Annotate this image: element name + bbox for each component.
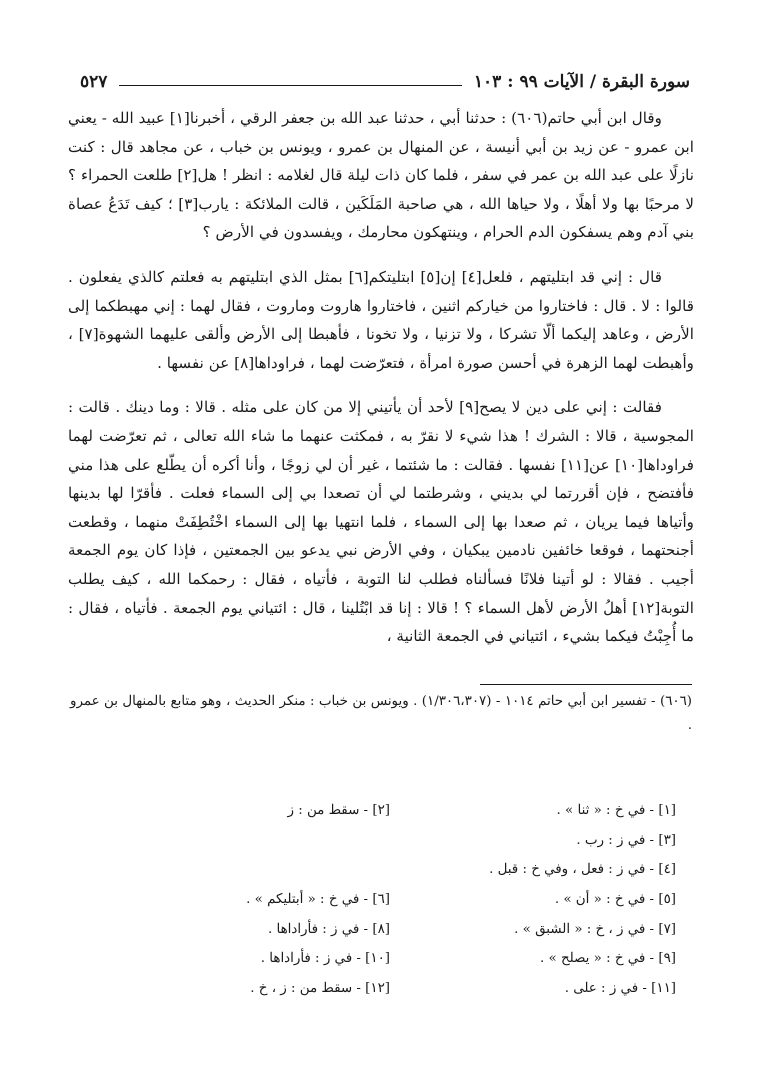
variant-note: [١٢] - سقط من : ز ، خ . xyxy=(250,981,390,997)
variants-right-column xyxy=(356,796,676,1004)
page-number: ٥٢٧ xyxy=(80,72,108,92)
variant-note: [٧] - في ز ، خ : « الشبق » . xyxy=(514,921,676,937)
variant-note: [١٠] - في ز : فأراداها . xyxy=(260,951,390,967)
variant-note: [٢] - سقط من : ز xyxy=(287,803,390,818)
footnote: (٦٠٦) - تفسير ابن أبي حاتم ١٠١٤ - (١/٣٠٦،٣٠٧) . ويونس بن خباب : منكر الحديث ، وهو متابع بالمنهال بن عمرو . xyxy=(70,694,692,733)
variant-note: [٤] - في ز : فعل ، وفي خ : قبل . xyxy=(489,862,676,878)
variant-note: [٦] - في خ : « أبتليكم » . xyxy=(246,892,390,908)
variant-notes xyxy=(70,796,688,1006)
variant-note: [٩] - في خ : « يصلح » . xyxy=(539,951,676,967)
variant-note: [٣] - في ز : رب . xyxy=(576,832,676,848)
variants-left-column xyxy=(70,796,390,1004)
variant-note: [١١] - في ز : على . xyxy=(564,981,676,997)
footnote-rule xyxy=(480,684,692,685)
variant-note xyxy=(220,826,390,856)
body-text xyxy=(68,104,694,667)
paragraph-1: وقال ابن أبي حاتم(٦٠٦) : حدثنا أبي ، حدثنا عبد الله بن جعفر الرقي ، أخبرنا[١] عبيد الله - يعني ابن عمرو - عن زيد بن أبي أنيسة ، عن المنهال بن عمرو ، ويونس بن خباب ، عن مجاهد قال : كنت نازلًا على عبد الله بن عمر في سفر ، فلما كان ذات ليلة قال لغلامه : انظر ! هل[٢] طلعت الحمراء ؟ لا مرحبًا بها ولا أهلًا ، ولا حياها الله ، هي صاحبة المَلَكَين ، قالت الملائكة : يارب[٣] ؛ كيف تَدَعُ عصاة بني آدم وهم يسفكون الدم الحرام ، وينتهكون محارمك ، ويفسدون في الأرض ؟ xyxy=(68,109,695,242)
variant-note: [١] - في خ : « ثنا » . xyxy=(556,803,676,818)
page-header xyxy=(80,58,690,92)
variant-note: [٨] - في ز : فأراداها . xyxy=(267,921,390,937)
variant-note xyxy=(220,855,390,885)
paragraph-2: قال : إني قد ابتليتهم ، فلعل[٤] إن[٥] ابتليتكم[٦] بمثل الذي ابتليتهم به فعلتم كالذي يفعلون . قالوا : لا . قال : فاختاروا من خياركم اثنين ، فاختاروا هاروت وماروت ، فقال لهما : إني مهبطكما إلى الأرض ، وعاهد إليكما ألّا تشركا ، ولا تزنيا ، ولا تخونا ، فأهبطا إلى الأرض وألقى عليهما الشهوة[٧] ، وأهبطت لهما الزهرة في أحسن صورة امرأة ، فتعرّضت لهما ، فراوداها[٨] عن نفسها . xyxy=(68,267,694,372)
variant-note: [٥] - في خ : « أن » . xyxy=(554,892,676,908)
paragraph-3: فقالت : إني على دين لا يصح[٩] لأحد أن يأتيني إلا من كان على مثله . قالا : وما دينك . قالت : المجوسية ، قالا : الشرك ! هذا شيء لا نقرّ به ، فمكثت عنهما ما شاء الله تعالى ، ثم تعرّضت لهما فراوداها[١٠] عن[١١] نفسها . فقالت : ما شئتما ، غير أن لي زوجًا ، وأنا أكره أن يطّلع على هذا مني فأفتضح ، فإن أقررتما لي بديني ، وشرطتما لي أن تصعدا بي إلى السماء فعلت . فأقرّا لها بدينها وأتياها فيما يريان ، ثم صعدا بها إلى السماء ، فلما انتهيا بها إلى السماء اخْتُطِفَتْ منهما ، وقطعت أجنحتهما ، فوقعا خائفين نادمين يبكيان ، وفي الأرض نبي يدعو بين الجمعتين ، فإذا كان يوم الجمعة أجيب . فقالا : لو أتينا فلانًا فسألناه فطلب لنا التوبة ، فأتياه ، فقال : رحمكما الله ، كيف يطلب التوبة[١٢] أهلُ الأرض لأهل السماء ؟ ! قالا : إنا قد ابْتُلينا ، قال : ائتياني يوم الجمعة . فأتياه ، فقال : ما أُجِبْتُ فيكما بشيء ، ائتياني في الجمعة الثانية ، xyxy=(68,398,694,646)
running-title: سورة البقرة / الآيات ٩٩ : ١٠٣ xyxy=(473,72,690,92)
header-rule xyxy=(119,85,462,86)
